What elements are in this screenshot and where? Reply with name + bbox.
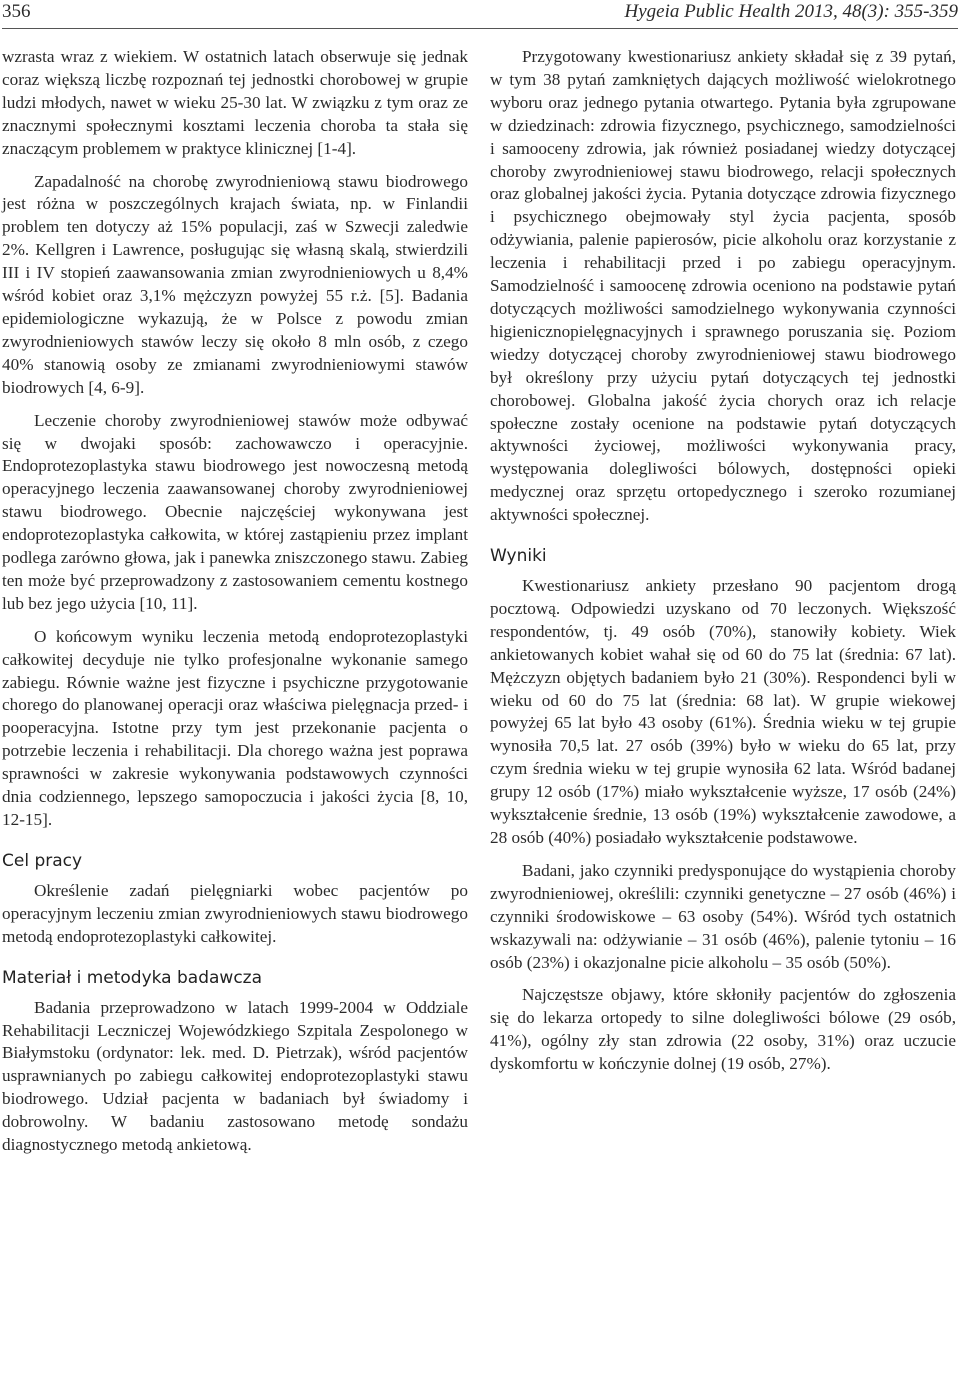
right-column [490,46,956,1076]
journal-citation: Hygeia Public Health 2013, 48(3): 355-359 [624,1,958,22]
paragraph: Badania przeprowadzono w latach 1999-2004 w Oddziale Rehabilitacji Leczniczej Wojewódzkiego Szpitala Zespolonego w Białymstoku (ordynator: lek. med. D. Pietrzak), wśród pacjentów usprawnianych po zabiegu całkowitej endoprotezoplastyki stawu biodrowego. Udział pacjenta w badaniach był świadomy i dobrowolny. W badaniu zastosowano metodę sondażu diagnostycznego metodą ankietową. [2,997,468,1155]
section-heading-wyniki: Wyniki [490,546,547,567]
paragraph: O końcowym wyniku leczenia metodą endoprotezoplastyki całkowitej decyduje nie tylko profesjonalne wykonanie samego zabiegu. Równie ważne jest fizyczne i psychiczne przygotowanie chorego do planowanej operacji oraz właściwa pielęgnacja przed- i pooperacyjna. Istotne przy tym jest przekonanie pacjenta o potrzebie leczenia i rehabilitacji. Dla chorego ważna jest poprawa sprawności w zakresie wykonywania podstawowych czynności dnia codziennego, lepszego samopoczucia i jakości życia [8, 10, 12-15]. [2,626,468,829]
paragraph: Przygotowany kwestionariusz ankiety składał się z 39 pytań, w tym 38 pytań zamkniętych dających możliwość wielokrotnego wyboru oraz jednego pytania otwartego. Pytania była zgrupowane w dziedzinach: zdrowia fizycznego, psychicznego, samodzielności i samooceny zdrowia, jak również posiadanej wiedzy dotyczącej choroby zwyrodnieniowej stawu biodrowego, relacji społecznych oraz globalnej jakości życia. Pytania dotyczące zdrowia fizycznego i psychicznego obejmowały styl życia pacjenta, sposób odżywiania, palenie papierosów, picie alkoholu oraz korzystanie z leczenia i rehabilitacji przed i po zabiegu operacyjnym. Samodzielność i samoocenę zdrowia oceniono na podstawie pytań dotyczących możliwości samodzielnego wykonywania czynności higienicznopielęgnacyjnych i sprawnego poruszania się. Poziom wiedzy dotyczącej choroby zwyrodnieniowej stawu biodrowego był określony przy użyciu pytań dotyczących tej jednostki chorobowej. Globalna jakość życia chorych oraz ich relacje społeczne zostały ocenione na podstawie pytań dotyczących aktywności życiowej, możliwości wykonywania pracy, występowania dolegliwości bólowych, dostępności opieki medycznej oraz sprzętu ortopedycznego i szeroko rozumianej aktywności społecznej. [490,47,956,525]
section-heading-material: Materiał i metodyka badawcza [2,967,263,988]
section-heading-cel-pracy: Cel pracy [2,850,83,871]
paragraph: Zapadalność na chorobę zwyrodnieniową stawu biodrowego jest różna w poszczególnych krajach świata, np. w Finlandii problem ten dotyczy aż 15% populacji, zaś w Szwecji zaledwie 2%. Kellgren i Lawrence, posługując się własną skalą, stwierdzili III i IV stopień zaawansowania zmian zwyrodnieniowych u 8,4% wśród kobiet oraz 3,1% mężczyzn powyżej 55 r.ż. [5]. Badania epidemiologiczne wykazują, że w Polsce z powodu zmian zwyrodnieniowych stawów leczy się około 8 mln osób, z czego 40% stanowią osoby ze zmianami zwyrodnieniowymi stawów biodrowych [4, 6-9]. [2,171,468,397]
paragraph: wzrasta wraz z wiekiem. W ostatnich latach obserwuje się jednak coraz większą liczbę rozpoznań tej jednostki chorobowej w grupie ludzi młodych, nawet w wieku 25-30 lat. W związku z tym oraz ze znacznymi społecznymi kosztami leczenia choroba ta stała się znaczącym problemem w praktyce klinicznej [1-4]. [2,47,468,158]
paragraph: Najczęstsze objawy, które skłoniły pacjentów do zgłoszenia się do lekarza ortopedy to silne dolegliwości bólowe (29 osób, 41%), ogólny zły stan zdrowia (22 osoby, 31%) oraz uczucie dyskomfortu w kończynie dolnej (19 osób, 27%). [490,985,956,1074]
paragraph: Leczenie choroby zwyrodnieniowej stawów może odbywać się w dwojaki sposób: zachowawczo i operacyjnie. Endoprotezoplastyka stawu biodrowego jest nowoczesną metodą operacyjnego leczenia zaawansowanej choroby zwyrodnieniowej stawu biodrowego. Obecnie najczęściej wykonywana jest endoprotezoplastyka całkowita, w której zastąpieniu przez implant podlega zarówno głowa, jak i panewka zniszczonego stawu. Zabieg ten może być przeprowadzony z zastosowaniem cementu kostnego lub bez jego użycia [10, 11]. [2,410,468,613]
page-number: 356 [2,1,31,22]
paragraph: Określenie zadań pielęgniarki wobec pacjentów po operacyjnym leczeniu zmian zwyrodnieniowych stawu biodrowego metodą endoprotezoplastyki całkowitej. [2,880,468,946]
paragraph: Kwestionariusz ankiety przesłano 90 pacjentom drogą pocztową. Odpowiedzi uzyskano od 70 leczonych. Większość respondentów, tj. 49 osób (70%), stanowiły kobiety. Wiek ankietowanych kobiet wahał się od 60 do 75 lat (średnia: 67 lat). Mężczyzn objętych badaniem było 21 (30%). Respondenci byli w wieku od 60 do 75 lat (średnia: 68 lat). W grupie wiekowej powyżej 65 lat było 43 osoby (61%). Średnia wieku w tej grupie wynosiła 70,5 lat. 27 osób (39%) było w wieku do 65 lat, przy czym średnia wieku w tej grupie wynosiła 62 lata. Wśród badanej grupy 12 osób (17%) miało wykształcenie wyższe, 17 osób (24%) wykształcenie średnie, 13 osób (19%) wykształcenie zawodowe, a 28 osób (40%) posiadało wykształcenie podstawowe. [490,576,956,847]
paragraph: Badani, jako czynniki predysponujące do wystąpienia choroby zwyrodnieniowej, określili: czynniki genetyczne – 27 osób (46%) i czynniki środowiskowe – 63 osoby (54%). Wśród tych ostatnich wskazywali na: odżywianie – 31 osób (46%), palenie tytoniu – 16 osób (23%) i okazjonalne picie alkoholu – 35 osób (50%). [490,860,956,972]
left-column [2,46,468,1157]
page-header [2,0,958,29]
